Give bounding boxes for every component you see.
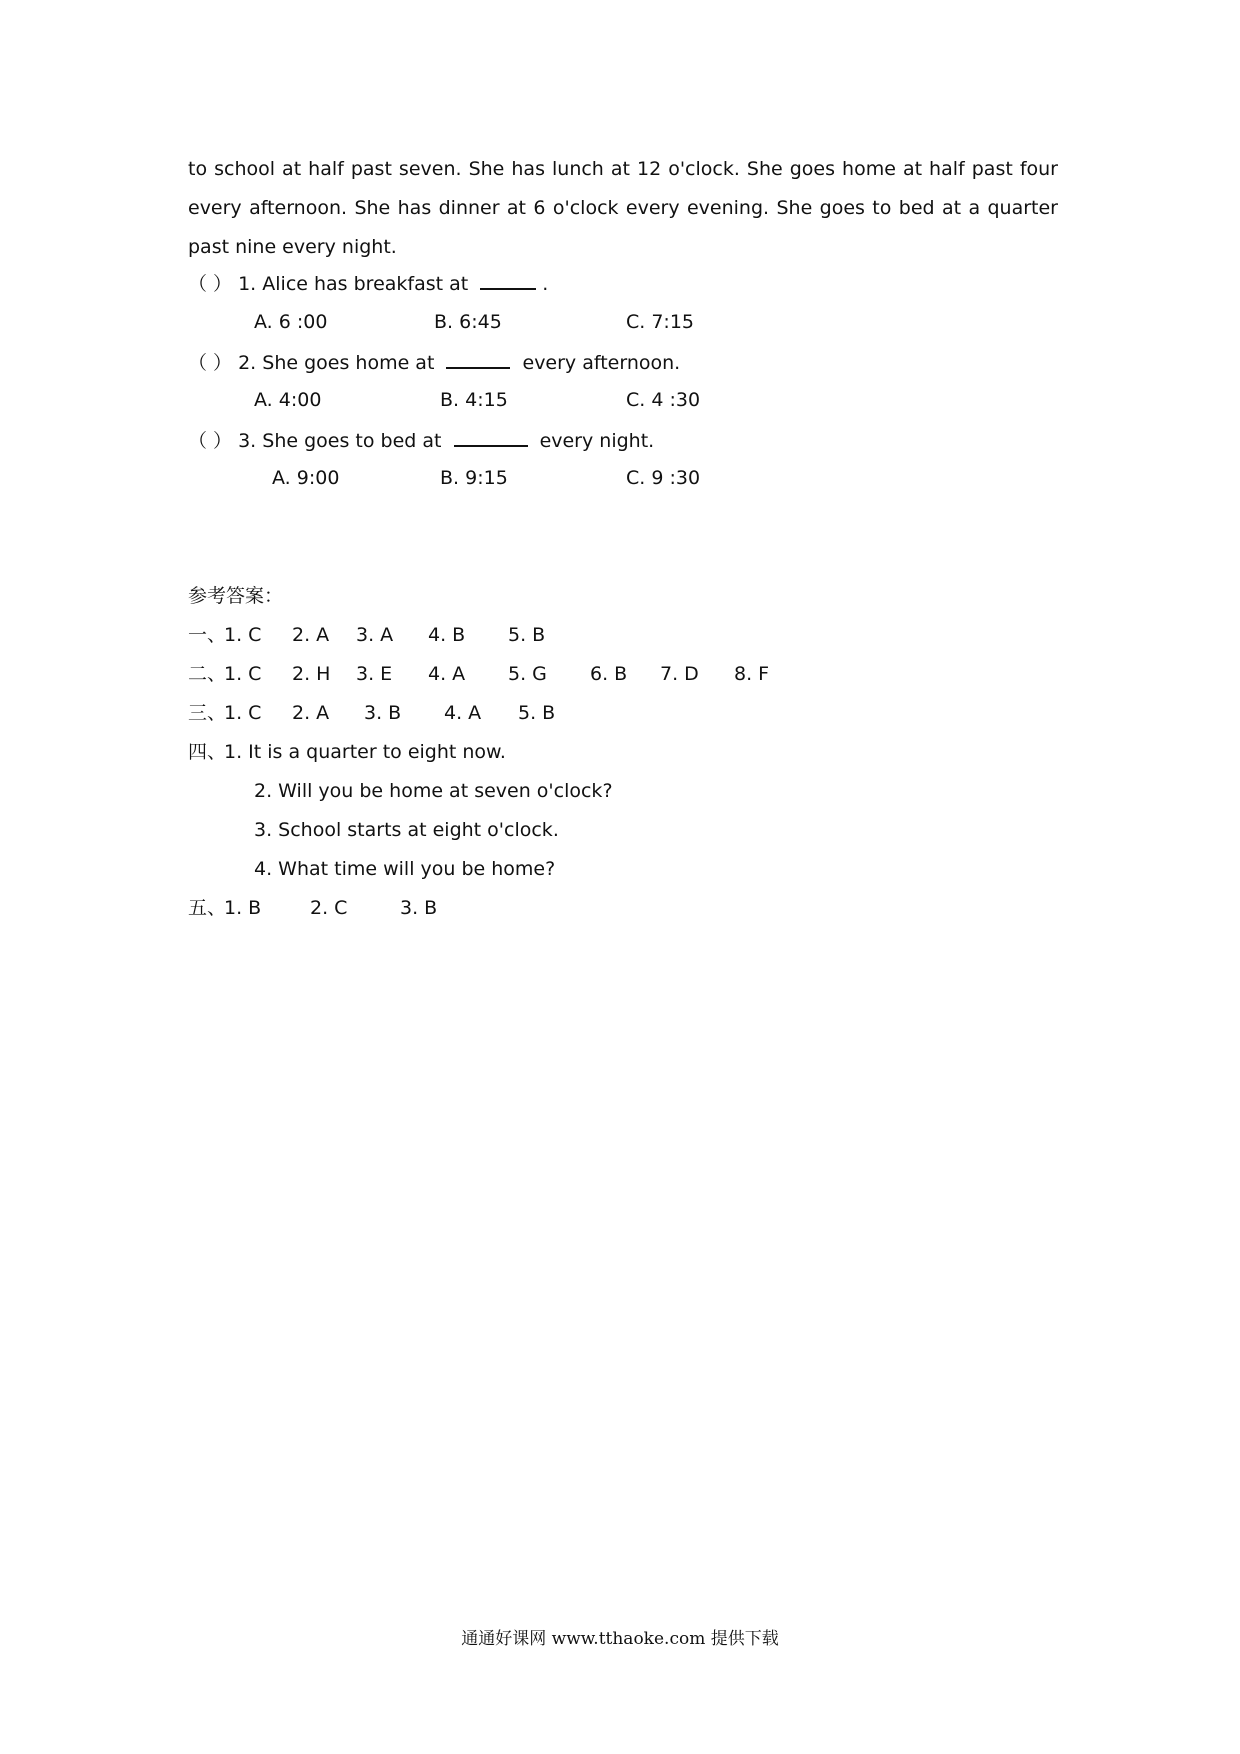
answer-blank bbox=[454, 427, 528, 447]
answer-paren: （ ） bbox=[188, 352, 233, 374]
answer-item: 1. C bbox=[224, 702, 262, 724]
question-1 bbox=[188, 270, 548, 296]
question-stem: 3. She goes to bed at bbox=[238, 430, 442, 452]
question-stem-end: every afternoon. bbox=[522, 352, 681, 374]
section-label: 四、 bbox=[188, 741, 227, 763]
answer-item: 3. E bbox=[356, 663, 393, 685]
section-label: 三、 bbox=[188, 702, 227, 724]
answer-sentence: 4. What time will you be home? bbox=[254, 858, 556, 880]
answer-item: 8. F bbox=[734, 663, 770, 685]
answer-item: 4. A bbox=[444, 702, 482, 724]
answer-sentence: 3. School starts at eight o'clock. bbox=[254, 819, 559, 841]
answer-key-heading: 参考答案： bbox=[188, 585, 284, 607]
option-b: B. 4:15 bbox=[440, 389, 508, 411]
answer-blank bbox=[480, 270, 536, 290]
option-c: C. 4 :30 bbox=[626, 389, 701, 411]
answer-item: 5. B bbox=[508, 624, 546, 646]
answer-item: 2. C bbox=[310, 897, 348, 919]
answer-item: 2. A bbox=[292, 624, 330, 646]
section-label: 二、 bbox=[188, 663, 227, 685]
answer-blank bbox=[446, 349, 510, 369]
answer-item: 2. A bbox=[292, 702, 330, 724]
answer-sentence: 1. It is a quarter to eight now. bbox=[224, 741, 506, 763]
option-c: C. 7:15 bbox=[626, 311, 695, 333]
answer-item: 7. D bbox=[660, 663, 699, 685]
answer-item: 1. C bbox=[224, 624, 262, 646]
option-c: C. 9 :30 bbox=[626, 467, 701, 489]
question-2 bbox=[188, 349, 680, 375]
option-b: B. 6:45 bbox=[434, 311, 502, 333]
answer-item: 6. B bbox=[590, 663, 628, 685]
answer-item: 2. H bbox=[292, 663, 331, 685]
question-3 bbox=[188, 427, 654, 453]
section-label: 五、 bbox=[188, 897, 227, 919]
answer-item: 3. B bbox=[364, 702, 402, 724]
question-stem-end: every night. bbox=[539, 430, 655, 452]
option-a: A. 4:00 bbox=[254, 389, 322, 411]
answer-item: 3. A bbox=[356, 624, 394, 646]
answer-paren: （ ） bbox=[188, 273, 233, 295]
answer-sentence: 2. Will you be home at seven o'clock? bbox=[254, 780, 613, 802]
answer-item: 5. B bbox=[518, 702, 556, 724]
answer-paren: （ ） bbox=[188, 430, 233, 452]
answer-item: 5. G bbox=[508, 663, 547, 685]
option-a: A. 9:00 bbox=[272, 467, 340, 489]
option-a: A. 6 :00 bbox=[254, 311, 328, 333]
section-label: 一、 bbox=[188, 624, 227, 646]
answer-item: 1. C bbox=[224, 663, 262, 685]
answer-item: 3. B bbox=[400, 897, 438, 919]
answer-item: 4. B bbox=[428, 624, 466, 646]
page-footer: 通通好课网 www.tthaoke.com 提供下载 bbox=[461, 1629, 779, 1649]
question-stem-end: . bbox=[542, 273, 549, 295]
question-stem: 1. Alice has breakfast at bbox=[238, 273, 469, 295]
answer-item: 1. B bbox=[224, 897, 262, 919]
reading-passage: to school at half past seven. She has lunch at 12 o'clock. She goes home at half past four every afternoon. She has dinner at 6 o'clock every evening. She goes to bed at a quarter past nine every night. bbox=[188, 158, 1058, 258]
option-b: B. 9:15 bbox=[440, 467, 508, 489]
question-stem: 2. She goes home at bbox=[238, 352, 435, 374]
answer-item: 4. A bbox=[428, 663, 466, 685]
